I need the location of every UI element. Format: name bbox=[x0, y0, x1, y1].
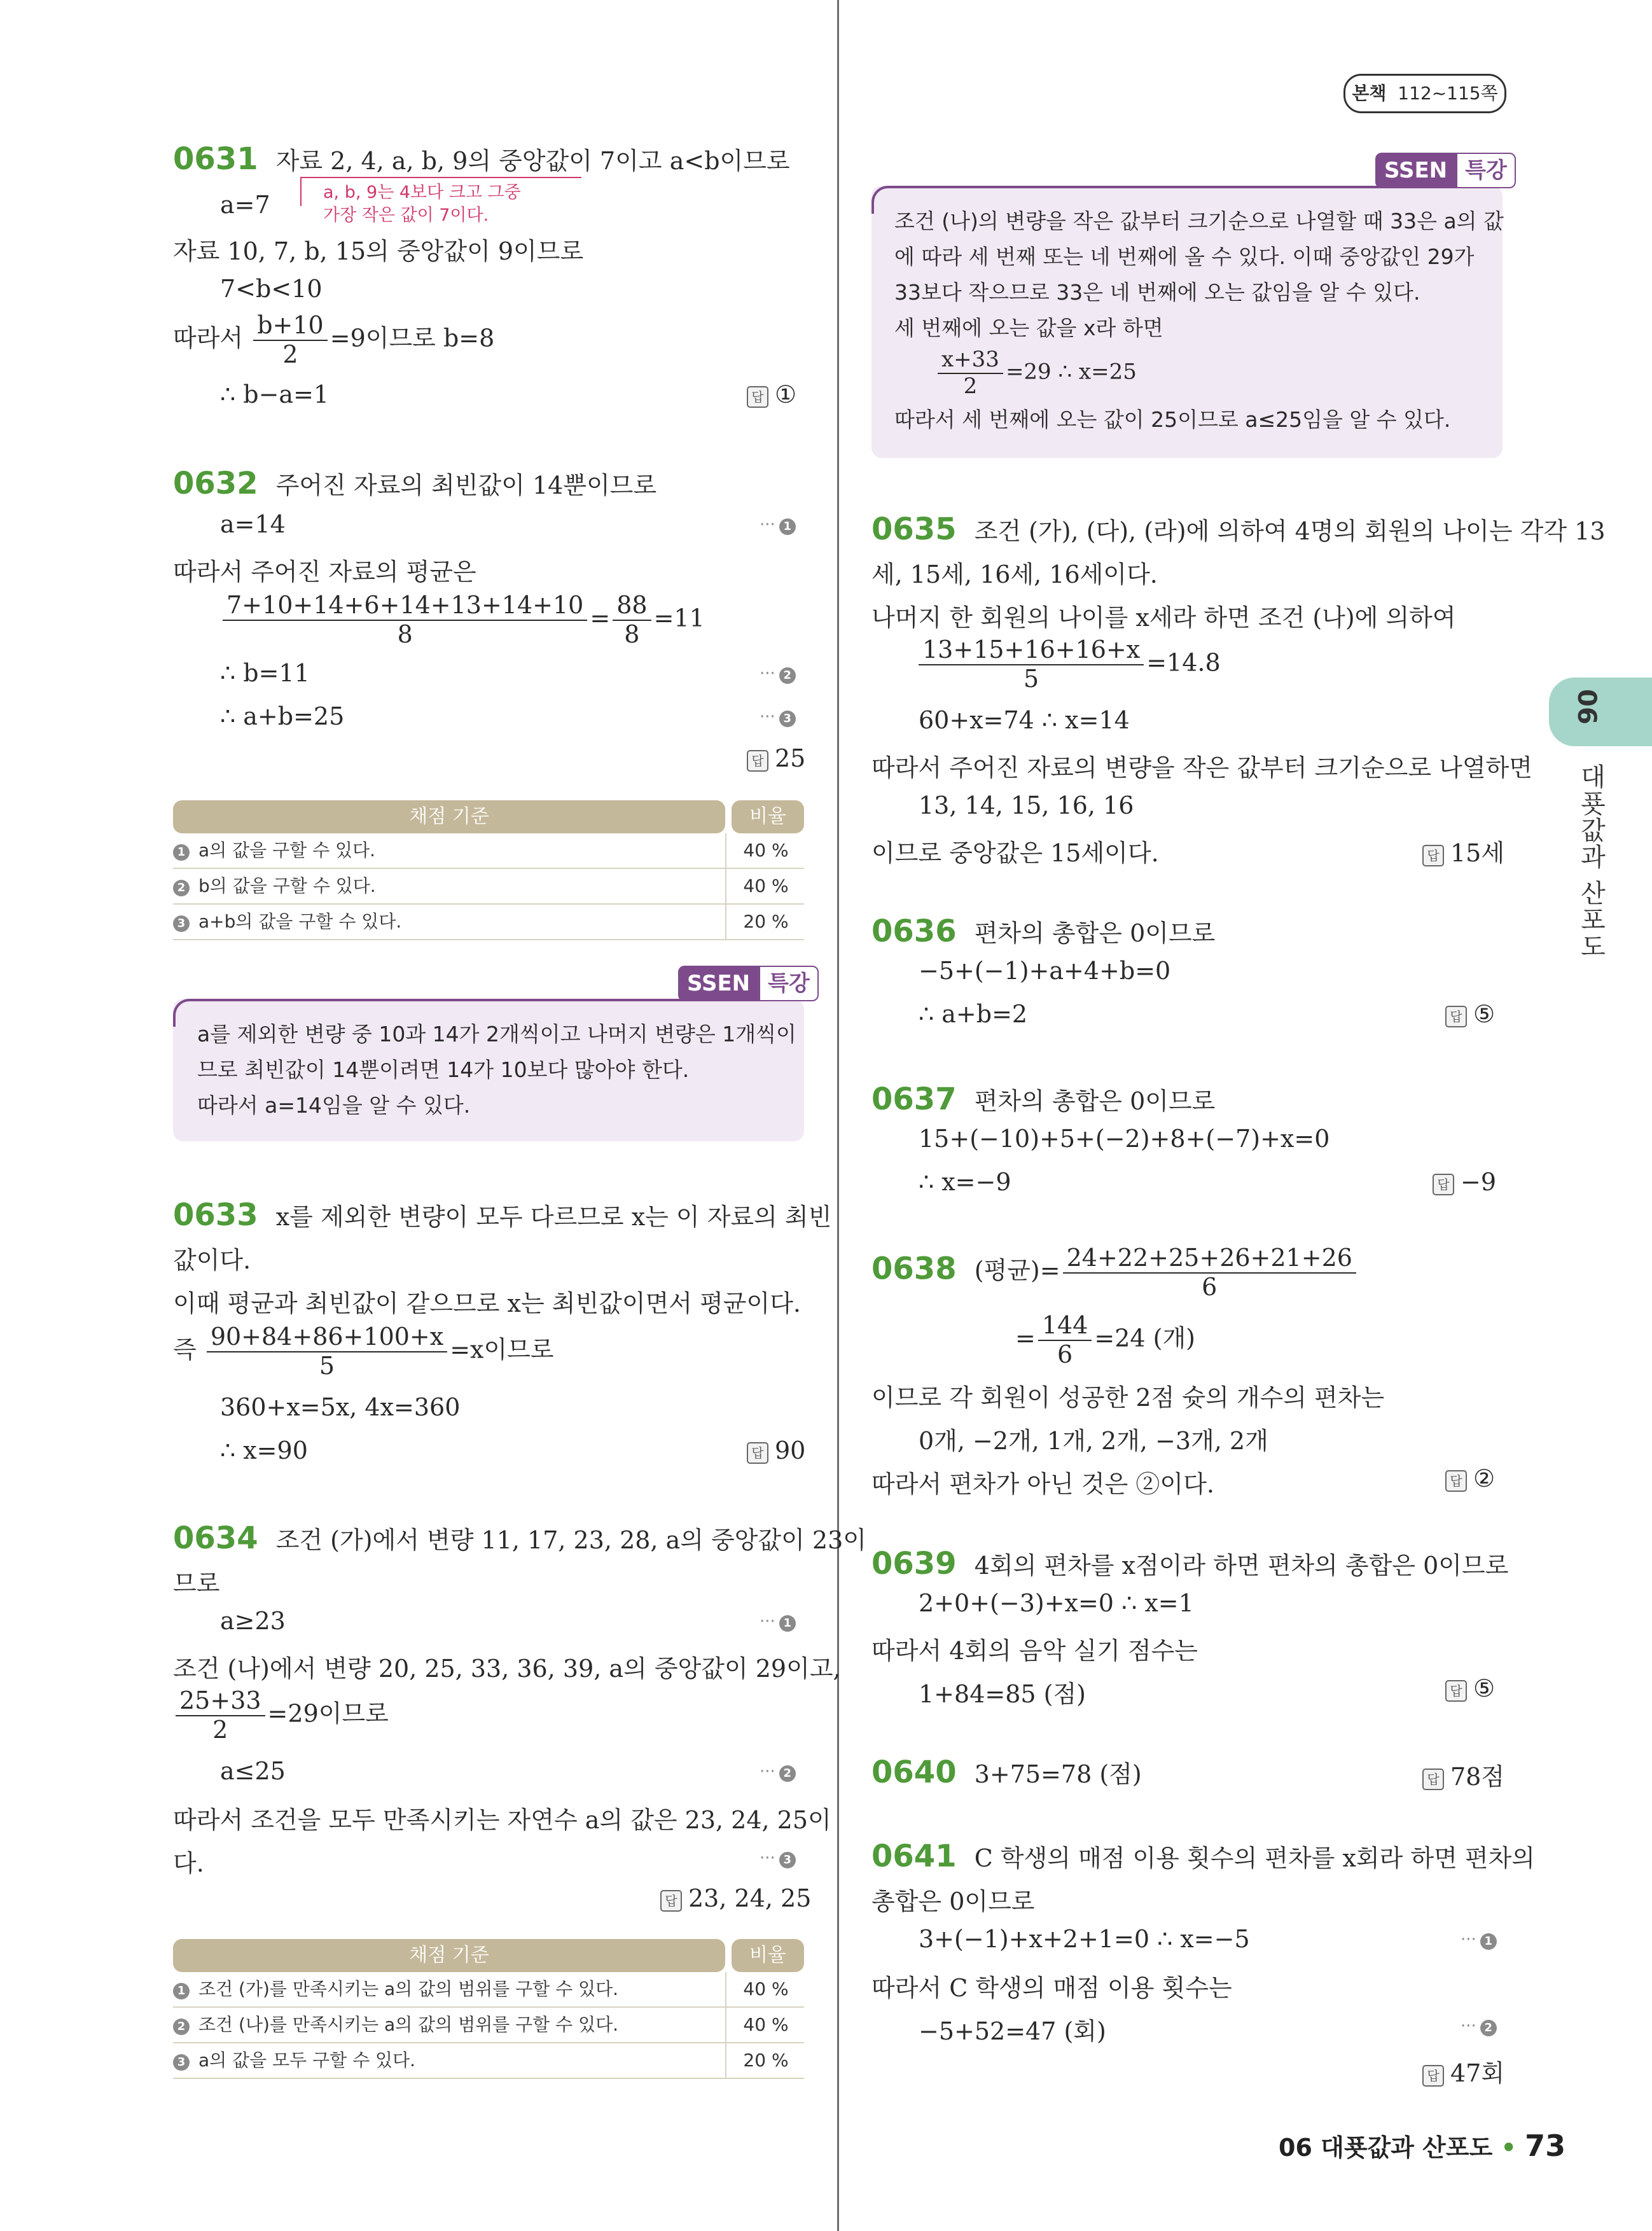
fraction: $\frac{25+33}{2}$ bbox=[176, 1688, 265, 1743]
ssen-text: a를 제외한 변량 중 10과 14가 2개씩이고 나머지 변량은 1개씩이 bbox=[197, 1022, 796, 1046]
problem-number: 0633 bbox=[173, 1197, 258, 1233]
text-line: −5+52=47 (회) bbox=[919, 2017, 1106, 2045]
text-line: ∴ b−a=1 bbox=[220, 380, 330, 408]
text-line: −5+(−1)+a+4+b=0 bbox=[919, 957, 1171, 985]
problem-number: 0641 bbox=[871, 1838, 957, 1874]
margin-note: a, b, 9는 4보다 크고 그중 bbox=[323, 183, 521, 202]
step-marker: ··· 2 bbox=[760, 664, 796, 684]
answer: 답 23, 24, 25 bbox=[660, 1884, 811, 1912]
table-header: 채점 기준 bbox=[173, 1939, 725, 1972]
ssen-text: 조건 (나)의 변량을 작은 값부터 크기순으로 나열할 때 33은 a의 값 bbox=[894, 209, 1504, 233]
ssen-tag: SSEN 특강 bbox=[1375, 153, 1516, 188]
answer-icon: 답 bbox=[747, 750, 768, 772]
step-marker: ··· 1 bbox=[1461, 1930, 1497, 1950]
problem-0638: 0638 (평균)= $\frac{24+22+25+26+21+26}{6}$ bbox=[871, 1246, 1359, 1300]
answer-icon: 답 bbox=[1445, 1470, 1467, 1492]
text-line: a≤25 bbox=[220, 1757, 286, 1785]
text-line: 따라서 주어진 자료의 평균은 bbox=[173, 558, 476, 586]
text-line: 따라서 조건을 모두 만족시키는 자연수 a의 값은 23, 24, 25이 bbox=[173, 1806, 831, 1834]
problem-0640: 0640 3+75=78 (점) bbox=[871, 1755, 1142, 1790]
text-line: ∴ x=90 bbox=[220, 1436, 308, 1464]
answer: 답 −9 bbox=[1433, 1168, 1496, 1196]
grading-table bbox=[173, 1939, 804, 2085]
text-line: ∴ b=11 bbox=[220, 659, 310, 687]
answer-icon: 답 bbox=[1445, 1006, 1467, 1027]
answer-icon: 답 bbox=[1433, 1174, 1454, 1195]
answer: 답 47회 bbox=[1422, 2054, 1504, 2089]
step-marker: ··· 1 bbox=[760, 1612, 796, 1632]
fraction: $\frac{13+15+16+16+x}{5}$ bbox=[919, 637, 1144, 692]
grading-table bbox=[173, 800, 804, 947]
fraction: $\frac{144}{6}$ bbox=[1038, 1313, 1092, 1368]
text-line: = $\frac{144}{6}$ =24 (개) bbox=[1015, 1311, 1196, 1368]
text-line: 조건 (나)에서 변량 20, 25, 33, 36, 39, a의 중앙값이 29이고, bbox=[173, 1655, 841, 1683]
problem-0637: 0637 편차의 총합은 0이므로 bbox=[871, 1081, 1216, 1117]
answer: 답 ⑤ bbox=[1445, 1674, 1495, 1702]
text-line: ∴ x=−9 bbox=[919, 1168, 1011, 1196]
problem-number: 0632 bbox=[173, 466, 258, 501]
ssen-tag: SSEN 특강 bbox=[678, 966, 819, 1001]
text-line: 따라서 주어진 자료의 변량을 작은 값부터 크기순으로 나열하면 bbox=[871, 754, 1532, 782]
problem-0633: 0633 x를 제외한 변량이 모두 다르므로 x는 이 자료의 최빈 bbox=[173, 1197, 832, 1233]
table-row: 1 a의 값을 구할 수 있다. 40 % bbox=[173, 833, 804, 869]
answer-icon: 답 bbox=[660, 1890, 682, 1912]
problem-number: 0631 bbox=[173, 141, 258, 177]
problem-0634: 0634 조건 (가)에서 변량 11, 17, 23, 28, a의 중앙값이 23이 bbox=[173, 1520, 866, 1556]
table-row: 1 조건 (가)를 만족시키는 a의 값의 범위를 구할 수 있다. 40 % bbox=[173, 1972, 804, 2008]
text-line: 13, 14, 15, 16, 16 bbox=[919, 791, 1134, 819]
text-line: $\frac{7+10+14+6+14+13+14+10}{8}$ = $\frac{88}{8}$ =11 bbox=[220, 593, 705, 648]
text-line: $\frac{x+33}{2}$ =29 ∴ x=25 bbox=[935, 349, 1137, 398]
text-line: 나머지 한 회원의 나이를 x세라 하면 조건 (나)에 의하여 bbox=[871, 604, 1456, 632]
answer: 답 ① bbox=[747, 380, 796, 408]
text-line: ∴ a+b=25 bbox=[220, 702, 345, 730]
problem-number: 0639 bbox=[871, 1546, 957, 1581]
table-header: 비율 bbox=[732, 800, 804, 833]
answer-icon: 답 bbox=[1422, 2065, 1444, 2087]
table-row: 2 b의 값을 구할 수 있다. 40 % bbox=[173, 869, 804, 905]
text-line: 따라서 C 학생의 매점 이용 횟수는 bbox=[871, 1974, 1232, 2002]
answer: 답 15세 bbox=[1422, 833, 1504, 868]
text-line: 7<b<10 bbox=[220, 275, 323, 303]
step-marker: ··· 2 bbox=[1461, 2017, 1497, 2036]
table-row: 3 a의 값을 모두 구할 수 있다. 20 % bbox=[173, 2043, 804, 2079]
fraction: $\frac{x+33}{2}$ bbox=[938, 349, 1003, 398]
text-line: 60+x=74 ∴ x=14 bbox=[919, 706, 1130, 734]
problem-0641: 0641 C 학생의 매점 이용 횟수의 편차를 x회라 하면 편차의 bbox=[871, 1838, 1535, 1874]
text-line: 자료 2, 4, a, b, 9의 중앙값이 7이고 a<b이므로 bbox=[275, 147, 790, 175]
text-line: 이때 평균과 최빈값이 같으므로 x는 최빈값이면서 평균이다. bbox=[173, 1289, 801, 1317]
ssen-text: 33보다 작으므로 33은 네 번째에 오는 값임을 알 수 있다. bbox=[894, 280, 1420, 305]
answer: 답 25 bbox=[747, 744, 805, 772]
text-line: 이므로 중앙값은 15세이다. bbox=[871, 839, 1159, 867]
fraction: $\frac{24+22+25+26+21+26}{6}$ bbox=[1063, 1246, 1356, 1300]
step-marker: ··· 1 bbox=[760, 515, 796, 535]
text-line: 총합은 0이므로 bbox=[871, 1887, 1035, 1915]
chapter-side-title: 대푯값과 산포도 bbox=[1576, 763, 1606, 960]
table-row: 3 a+b의 값을 구할 수 있다. 20 % bbox=[173, 905, 804, 940]
problem-0636: 0636 편차의 총합은 0이므로 bbox=[871, 914, 1216, 949]
text-line: 따라서 4회의 음악 실기 점수는 bbox=[871, 1637, 1198, 1665]
table-header: 채점 기준 bbox=[173, 800, 725, 833]
problem-number: 0635 bbox=[871, 511, 957, 547]
table-header: 비율 bbox=[732, 1939, 804, 1972]
text-line: 360+x=5x, 4x=360 bbox=[220, 1393, 461, 1421]
text-line: $\frac{13+15+16+16+x}{5}$ =14.8 bbox=[916, 637, 1221, 692]
text-line: 다. bbox=[173, 1849, 204, 1877]
text-line: 자료 10, 7, b, 15의 중앙값이 9이므로 bbox=[173, 237, 584, 265]
problem-number: 0636 bbox=[871, 914, 957, 949]
text-line: 므로 bbox=[173, 1569, 220, 1597]
step-marker: ··· 2 bbox=[760, 1762, 796, 1782]
text-line: 2+0+(−3)+x=0 ∴ x=1 bbox=[919, 1589, 1194, 1617]
column-divider bbox=[837, 0, 839, 2231]
answer-icon: 답 bbox=[747, 386, 768, 408]
fraction: $\frac{88}{8}$ bbox=[613, 593, 651, 648]
text-line: 즉 $\frac{90+84+86+100+x}{5}$ =x이므로 bbox=[173, 1323, 554, 1380]
margin-note: 가장 작은 값이 7이다. bbox=[323, 205, 489, 225]
text-line: 따라서 편차가 아닌 것은 ②이다. bbox=[871, 1470, 1214, 1498]
answer: 답 78점 bbox=[1422, 1757, 1504, 1792]
answer-icon: 답 bbox=[1445, 1680, 1467, 1702]
fraction: $\frac{b+10}{2}$ bbox=[253, 313, 328, 368]
answer: 답 90 bbox=[747, 1436, 805, 1464]
problem-number: 0638 bbox=[871, 1251, 957, 1287]
problem-number: 0637 bbox=[871, 1081, 957, 1117]
answer-icon: 답 bbox=[1422, 845, 1444, 866]
problem-0639: 0639 4회의 편차를 x점이라 하면 편차의 총합은 0이므로 bbox=[871, 1546, 1509, 1581]
text-line: 값이다. bbox=[173, 1246, 251, 1274]
ssen-text: 따라서 a=14임을 알 수 있다. bbox=[197, 1093, 471, 1118]
answer-icon: 답 bbox=[747, 1442, 768, 1464]
step-marker: ··· 3 bbox=[760, 707, 796, 727]
text-line: a=7 bbox=[220, 191, 270, 219]
fraction: $\frac{90+84+86+100+x}{5}$ bbox=[207, 1324, 447, 1379]
problem-number: 0634 bbox=[173, 1520, 258, 1556]
text-line: $\frac{25+33}{2}$ =29이므로 bbox=[173, 1688, 389, 1743]
ssen-text: 므로 최빈값이 14뿐이려면 14가 10보다 많아야 한다. bbox=[197, 1057, 690, 1082]
ssen-text: 세 번째에 오는 값을 x라 하면 bbox=[894, 316, 1163, 340]
fraction: $\frac{7+10+14+6+14+13+14+10}{8}$ bbox=[223, 593, 587, 648]
answer: 답 ⑤ bbox=[1445, 1000, 1495, 1028]
answer-icon: 답 bbox=[1422, 1769, 1444, 1790]
text-line: 0개, −2개, 1개, 2개, −3개, 2개 bbox=[919, 1427, 1268, 1455]
text-line: ∴ a+b=2 bbox=[919, 1000, 1028, 1028]
text-line: 이므로 각 회원이 성공한 2점 슛의 개수의 편차는 bbox=[871, 1384, 1385, 1412]
text-line: a≥23 bbox=[220, 1607, 286, 1635]
problem-0632: 0632 주어진 자료의 최빈값이 14뿐이므로 bbox=[173, 466, 657, 501]
step-marker: ··· 3 bbox=[760, 1849, 796, 1868]
problem-0635: 0635 조건 (가), (다), (라)에 의하여 4명의 회원의 나이는 각각 13 bbox=[871, 511, 1606, 547]
answer: 답 ② bbox=[1445, 1464, 1495, 1492]
text-line: 따라서 $\frac{b+10}{2}$ =9이므로 b=8 bbox=[173, 311, 495, 368]
problem-0631 bbox=[173, 141, 790, 177]
text-line: 1+84=85 (점) bbox=[919, 1680, 1086, 1708]
text-line: 세, 15세, 16세, 16세이다. bbox=[871, 560, 1158, 588]
page-number: 73 bbox=[1525, 2129, 1566, 2163]
page-footer: 06 대푯값과 산포도 • 73 bbox=[1279, 2129, 1566, 2163]
ssen-text: 에 따라 세 번째 또는 네 번째에 올 수 있다. 이때 중앙값인 29가 bbox=[894, 244, 1475, 269]
problem-number: 0640 bbox=[871, 1755, 957, 1790]
text-line: 15+(−10)+5+(−2)+8+(−7)+x=0 bbox=[919, 1125, 1330, 1153]
chapter-side-number: 06 bbox=[1571, 689, 1601, 725]
text-line: 3+(−1)+x+2+1=0 ∴ x=−5 bbox=[919, 1925, 1250, 1953]
table-row: 2 조건 (나)를 만족시키는 a의 값의 범위를 구할 수 있다. 40 % bbox=[173, 2008, 804, 2043]
ssen-text: 따라서 세 번째에 오는 값이 25이므로 a≤25임을 알 수 있다. bbox=[894, 407, 1451, 432]
reference-pages-badge: 본책 112~115쪽 bbox=[1343, 74, 1506, 113]
text-line: a=14 bbox=[220, 510, 286, 538]
